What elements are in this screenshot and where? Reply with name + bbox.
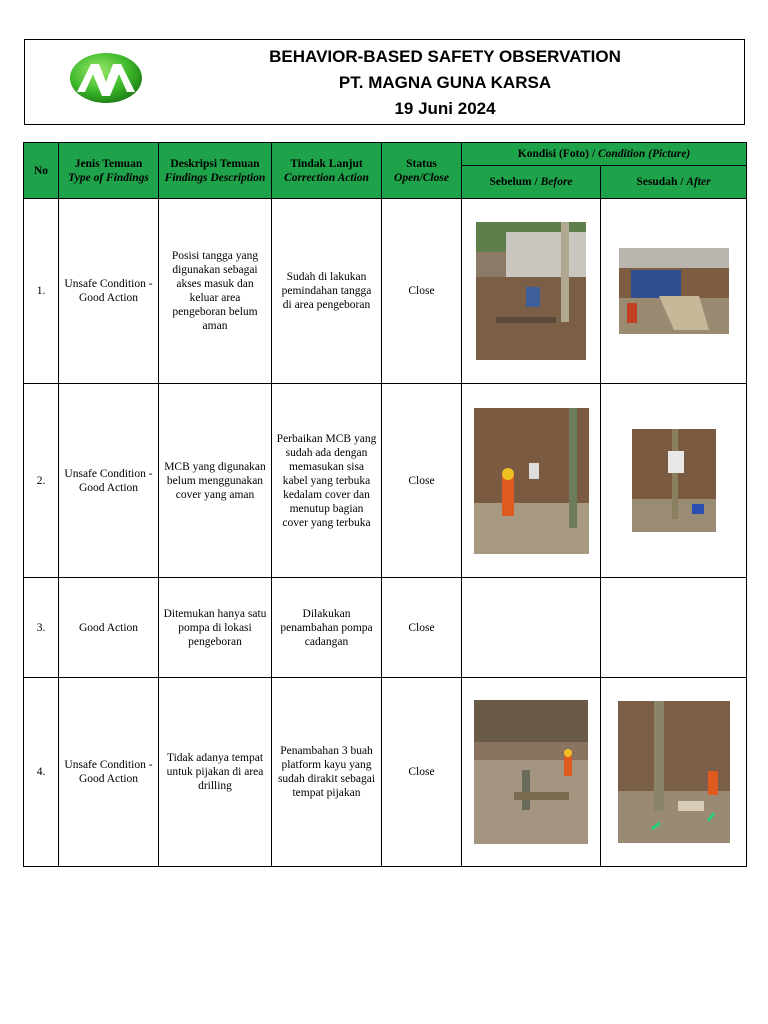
row-status: Close (382, 678, 462, 867)
row-action: Penambahan 3 buah platform kayu yang sudah dirakit sebagai tempat pijakan (272, 678, 382, 867)
photo-before (462, 199, 601, 384)
row-description: Tidak adanya tempat untuk pijakan di area drilling (159, 678, 272, 867)
col-no: No (24, 143, 59, 199)
photo-before (462, 678, 601, 867)
row-description: MCB yang digunakan belum menggunakan cover yang aman (159, 384, 272, 578)
col-status: Status Open/Close (382, 143, 462, 199)
row-description: Ditemukan hanya satu pompa di lokasi pengeboran (159, 578, 272, 678)
photo-before (462, 384, 601, 578)
row-number: 3. (24, 578, 59, 678)
site-photo-after-icon (619, 248, 729, 334)
col-description: Deskripsi Temuan Findings Description (159, 143, 272, 199)
photo-before (462, 578, 601, 678)
table-row (24, 384, 747, 578)
col-after: Sesudah / After (601, 166, 747, 199)
table-row (24, 578, 747, 678)
company-name: PT. MAGNA GUNA KARSA (338, 73, 552, 92)
report-title: BEHAVIOR-BASED SAFETY OBSERVATION (269, 47, 621, 66)
photo-after (601, 199, 747, 384)
photo-after (601, 678, 747, 867)
col-condition: Kondisi (Foto) / Condition (Picture) (462, 143, 747, 166)
row-status: Close (382, 578, 462, 678)
row-description: Posisi tangga yang digunakan sebagai akses masuk dan keluar area pengeboran belum aman (159, 199, 272, 384)
table-row (24, 199, 747, 384)
site-photo-before-icon (474, 408, 589, 554)
site-photo-after-icon (632, 429, 716, 532)
site-photo-before-icon (474, 700, 588, 844)
report-date: 19 Juni 2024 (394, 99, 496, 118)
row-type: Unsafe Condition - Good Action (59, 199, 159, 384)
col-action: Tindak Lanjut Correction Action (272, 143, 382, 199)
col-before: Sebelum / Before (462, 166, 601, 199)
photo-after (601, 578, 747, 678)
row-type: Good Action (59, 578, 159, 678)
row-action: Sudah di lakukan pemindahan tangga di area pengeboran (272, 199, 382, 384)
report-header (24, 39, 745, 125)
table-row (24, 678, 747, 867)
row-status: Close (382, 199, 462, 384)
row-number: 4. (24, 678, 59, 867)
row-number: 2. (24, 384, 59, 578)
photo-after (601, 384, 747, 578)
magna-logo-icon (69, 52, 143, 104)
row-type: Unsafe Condition - Good Action (59, 384, 159, 578)
site-photo-after-icon (618, 701, 730, 843)
site-photo-before-icon (476, 222, 586, 360)
row-status: Close (382, 384, 462, 578)
row-number: 1. (24, 199, 59, 384)
row-action: Perbaikan MCB yang sudah ada dengan memasukan sisa kabel yang terbuka kedalam cover dan menutup bagian cover yang terbuka (272, 384, 382, 578)
row-action: Dilakukan penambahan pompa cadangan (272, 578, 382, 678)
observation-table (23, 142, 747, 867)
col-type: Jenis Temuan Type of Findings (59, 143, 159, 199)
row-type: Unsafe Condition - Good Action (59, 678, 159, 867)
